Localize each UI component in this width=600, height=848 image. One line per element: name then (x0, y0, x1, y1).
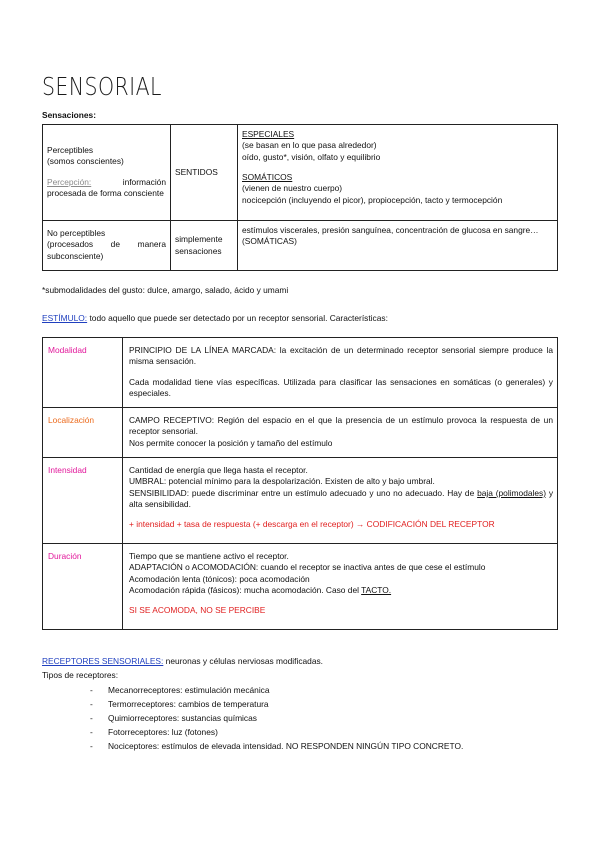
percepcion-text: información procesada de forma consciente (47, 176, 166, 199)
somaticos-title: SOMÁTICOS (242, 172, 293, 183)
list-item: Quimiorreceptores: sustancias químicas (108, 713, 257, 723)
especiales-title: ESPECIALES (242, 129, 295, 139)
estimulo-label: ESTÍMULO: (42, 313, 88, 323)
modalidad-p2: Cada modalidad tiene vías específicas. Utilizada para clasificar las sensaciones en somáticas (o generales) y especiales. (129, 376, 553, 399)
no-perceptibles-cell (43, 221, 171, 271)
intensidad-value (123, 458, 558, 544)
duracion-p3: Acomodación lenta (tónicos): poca acomodación (129, 573, 310, 584)
caracteristicas-table (42, 337, 558, 630)
especiales-list: oído, gusto*, visión, olfato y equilibrio (242, 151, 381, 162)
intensidad-p4: + intensidad + tasa de respuesta (+ descarga en el receptor) → CODIFICACIÓN DEL RECEPTOR (129, 519, 495, 530)
gusto-note: *submodalidades del gusto: dulce, amargo, salado, ácido y umami (42, 285, 289, 295)
intensidad-p3a: SENSIBILIDAD: puede discriminar entre un estímulo adecuado y uno no adecuado. Hay de (129, 487, 478, 498)
localizacion-key: Localización (43, 408, 123, 458)
perceptibles-sub: (somos conscientes) (47, 156, 124, 167)
tipos-label: Tipos de receptores: (42, 670, 119, 680)
duracion-key: Duración (43, 544, 123, 630)
somaticas-label: (SOMÁTICAS) (242, 236, 297, 247)
percepcion-label: Percepción: (47, 176, 92, 187)
bullet: - (90, 713, 93, 723)
somaticos-sub: (vienen de nuestro cuerpo) (242, 183, 343, 194)
list-item: Fotorreceptores: luz (fotones) (108, 727, 218, 737)
no-perceptibles-sub: (procesados de manera subconsciente) (47, 239, 166, 261)
receptores-label: RECEPTORES SENSORIALES: (42, 656, 164, 666)
modalidad-p1: PRINCIPIO DE LA LÍNEA MARCADA: la excitación de un determinado receptor sensorial siempre produce la misma sensación. (129, 345, 553, 367)
localizacion-p1: CAMPO RECEPTIVO: Región del espacio en el que la presencia de un estímulo provoca la respuesta de un receptor sensorial. (129, 415, 553, 437)
perceptibles-heading: Perceptibles (47, 145, 94, 155)
sensaciones-table (42, 124, 558, 271)
somaticos-list: nocicepción (incluyendo el picor), propiocepción, tacto y termocepción (242, 194, 503, 205)
bullet: - (90, 741, 93, 751)
intensidad-p3b: y alta sensibilidad. (129, 487, 554, 510)
perceptibles-cell (43, 125, 171, 221)
bullet: - (90, 685, 93, 695)
duracion-p1: Tiempo que se mantiene activo el receptor. (129, 551, 289, 561)
simplemente-cell: simplemente sensaciones (171, 221, 238, 271)
modalidad-key: Modalidad (43, 338, 123, 408)
intensidad-p1: Cantidad de energía que llega hasta el receptor. (129, 465, 308, 475)
sentidos-cell: SENTIDOS (171, 125, 238, 221)
percepcion-def (47, 177, 166, 200)
list-item: Termorreceptores: cambios de temperatura (108, 699, 269, 709)
especiales-sub: (se basan en lo que pasa alrededor) (242, 140, 377, 151)
localizacion-value (123, 408, 558, 458)
localizacion-p2: Nos permite conocer la posición y tamaño del estímulo (129, 437, 333, 448)
list-item: Nociceptores: estímulos de elevada intensidad. NO RESPONDEN NINGÚN TIPO CONCRETO. (108, 741, 464, 751)
modalidad-value (123, 338, 558, 408)
list-item: Mecanorreceptores: estimulación mecánica (108, 685, 270, 695)
duracion-p5: SI SE ACOMODA, NO SE PERCIBE (129, 605, 266, 616)
intensidad-p3 (129, 488, 553, 511)
bullet: - (90, 727, 93, 737)
duracion-p2: ADAPTACIÓN o ACOMODACIÓN: cuando el receptor se inactiva antes de que cese el estímulo (129, 562, 486, 573)
page-title: SENSORIAL (42, 72, 162, 101)
duracion-p4 (129, 585, 553, 596)
bullet: - (90, 699, 93, 709)
sentidos-detail-cell (238, 125, 558, 221)
intensidad-p3u: baja (polimodales) (477, 487, 546, 498)
no-perceptibles-detail-cell (238, 221, 558, 271)
intensidad-key: Intensidad (43, 458, 123, 544)
duracion-p4u: TACTO. (361, 585, 392, 596)
estimulo-text: todo aquello que puede ser detectado por un receptor sensorial. Características: (87, 313, 388, 323)
duracion-value (123, 544, 558, 630)
receptores-line (42, 656, 323, 667)
no-perceptibles-heading: No perceptibles (47, 228, 106, 238)
sensaciones-label: Sensaciones: (42, 110, 96, 120)
duracion-p4a: Acomodación rápida (fásicos): mucha acomodación. Caso del (129, 585, 362, 596)
no-perceptibles-desc: estímulos viscerales, presión sanguínea, concentración de glucosa en sangre… (242, 225, 539, 235)
receptores-text: neuronas y células nerviosas modificadas. (163, 656, 324, 666)
intensidad-p2: UMBRAL: potencial mínimo para la despolarización. Existen de alto y bajo umbral. (129, 476, 435, 487)
estimulo-line (42, 313, 388, 324)
